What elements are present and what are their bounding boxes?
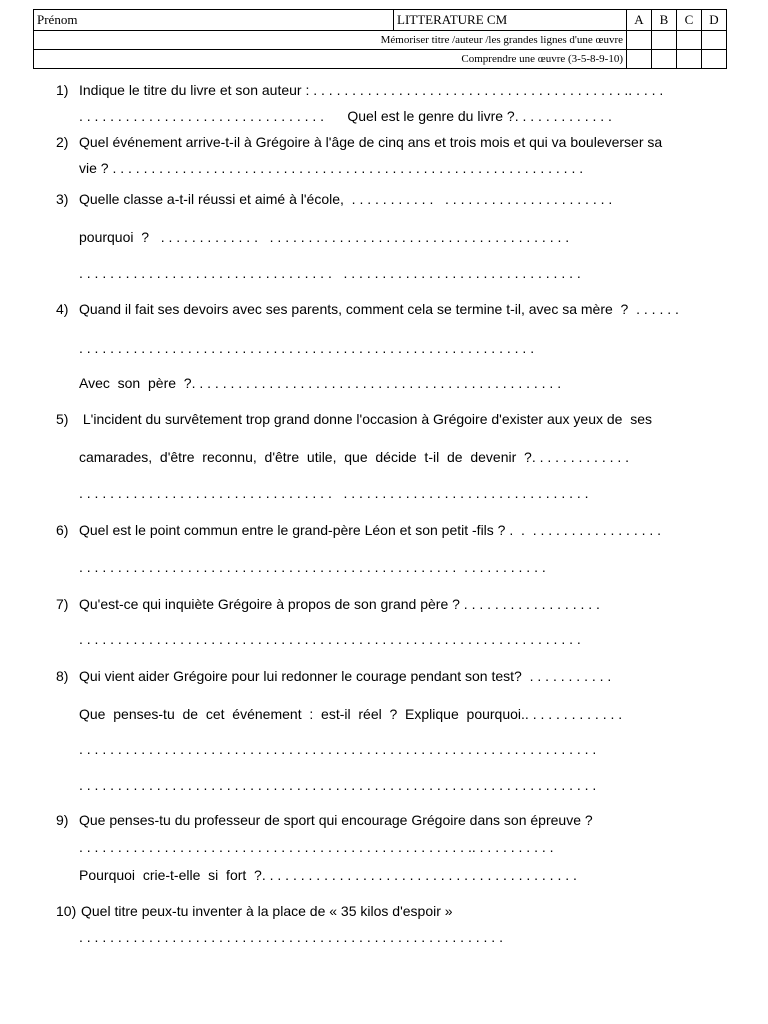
skill-memoriser: Mémoriser titre /auteur /les grandes lignes d'une œuvre	[34, 31, 627, 50]
answer-line: . . . . . . . . . . . . . . . . . . . . . . . . . . . . . . . . . . . . . . . . . . . . . . . . . . .. . . . . . . . . . .	[79, 839, 554, 855]
answer-line: . . . . . . . . . . . . . . . . . . . . . . . . . . . . . . . . . . . . . . . . . . . . . . . . . . . . . . .	[79, 929, 503, 945]
subject-title: LITTERATURE CM	[394, 10, 627, 31]
grade-box	[627, 50, 652, 69]
answer-line: . . . . . . . . . . . . . . . . . . . . . . . . . . . . . . . . . . . . . . . . . . . . . . . . . . . . . . . . . . . . . . . . . . .	[79, 741, 597, 757]
question-number: 6)	[56, 522, 69, 538]
grade-box	[652, 50, 677, 69]
question-number: 8)	[56, 668, 69, 684]
grade-box	[677, 50, 702, 69]
answer-line: vie ? . . . . . . . . . . . . . . . . . . . . . . . . . . . . . . . . . . . . . . . . . . . . . . . . . . . . . . . . . . . . .	[79, 160, 584, 176]
question-line: Avec son père ?. . . . . . . . . . . . . . . . . . . . . . . . . . . . . . . . . . . . . . . . . . . . . . . .	[79, 375, 562, 391]
question-line: Indique le titre du livre et son auteur : . . . . . . . . . . . . . . . . . . . . . . . . . . . . . . . . . . . . . . . . .. . . . .	[79, 82, 664, 98]
skill-comprendre: Comprendre une œuvre (3-5-8-9-10)	[34, 50, 627, 69]
grade-header-d: D	[702, 10, 727, 31]
question-line: Qui vient aider Grégoire pour lui redonner le courage pendant son test? . . . . . . . . . . .	[79, 668, 612, 684]
question-line: camarades, d'être reconnu, d'être utile, que décide t-il de devenir ?. . . . . . . . . . . . .	[79, 449, 630, 465]
prenom-label: Prénom	[34, 10, 394, 31]
grade-header-c: C	[677, 10, 702, 31]
question-number: 3)	[56, 191, 69, 207]
question-line: Quand il fait ses devoirs avec ses parents, comment cela se termine t-il, avec sa mère ? . . . . . .	[79, 301, 679, 317]
question-line: Quelle classe a-t-il réussi et aimé à l'école, . . . . . . . . . . . . . . . . . . . . . . . . . . . . . . . . .	[79, 191, 613, 207]
question-line: Pourquoi crie-t-elle si fort ?. . . . . . . . . . . . . . . . . . . . . . . . . . . . . . . . . . . . . . . . .	[79, 867, 577, 883]
grade-box	[677, 31, 702, 50]
answer-line: . . . . . . . . . . . . . . . . . . . . . . . . . . . . . . . . . . . . . . . . . . . . . . . . . . . . . . . . . . . . . . . . . . .	[79, 777, 597, 793]
question-line: Que penses-tu du professeur de sport qui encourage Grégoire dans son épreuve ?	[79, 812, 593, 828]
question-number: 7)	[56, 596, 69, 612]
question-line: Quel est le point commun entre le grand-père Léon et son petit -fils ? . . . . . . . . . . . . . . . . . . .	[79, 522, 662, 538]
answer-line: . . . . . . . . . . . . . . . . . . . . . . . . . . . . . . . . . . . . . . . . . . . . . . . . . . . . . . . . . . . . . . . . .	[79, 485, 589, 501]
question-number: 10)	[56, 903, 77, 919]
question-number: 1)	[56, 82, 69, 98]
question-number: 4)	[56, 301, 69, 317]
question-number: 9)	[56, 812, 69, 828]
grade-header-a: A	[627, 10, 652, 31]
question-line: Quel titre peux-tu inventer à la place de « 35 kilos d'espoir »	[81, 903, 453, 919]
grade-box	[627, 31, 652, 50]
answer-line: . . . . . . . . . . . . . . . . . . . . . . . . . . . . . . . . Quel est le genre du livre ?. . . . . . . . . . . . .	[79, 108, 612, 124]
question-number: 2)	[56, 134, 69, 150]
question-line: Quel événement arrive-t-il à Grégoire à l'âge de cinq ans et trois mois et qui va bouleverser sa	[79, 134, 663, 150]
answer-line: . . . . . . . . . . . . . . . . . . . . . . . . . . . . . . . . . . . . . . . . . . . . . . . . . . . . . . . . . . . . . . . . .	[79, 631, 581, 647]
grade-box	[702, 31, 727, 50]
grade-box	[652, 31, 677, 50]
answer-line: . . . . . . . . . . . . . . . . . . . . . . . . . . . . . . . . . . . . . . . . . . . . . . . . . . . . . . . . . . .	[79, 340, 535, 356]
question-line: Qu'est-ce qui inquiète Grégoire à propos de son grand père ? . . . . . . . . . . . . . . . . . .	[79, 596, 600, 612]
answer-line: . . . . . . . . . . . . . . . . . . . . . . . . . . . . . . . . . . . . . . . . . . . . . . . . . . . . . . . . . . . .	[79, 559, 546, 575]
answer-line: . . . . . . . . . . . . . . . . . . . . . . . . . . . . . . . . . . . . . . . . . . . . . . . . . . . . . . . . . . . . . . . .	[79, 265, 581, 281]
question-line: L'incident du survêtement trop grand donne l'occasion à Grégoire d'exister aux yeux de ses	[79, 411, 653, 427]
question-line: Que penses-tu de cet événement : est-il réel ? Explique pourquoi.. . . . . . . . . . . . .	[79, 706, 623, 722]
grade-box	[702, 50, 727, 69]
question-line: pourquoi ? . . . . . . . . . . . . . . . . . . . . . . . . . . . . . . . . . . . . . . . . . . . . . . . . . . . .	[79, 229, 570, 245]
grade-header-b: B	[652, 10, 677, 31]
question-number: 5)	[56, 411, 69, 427]
evaluation-header-table	[33, 9, 727, 69]
